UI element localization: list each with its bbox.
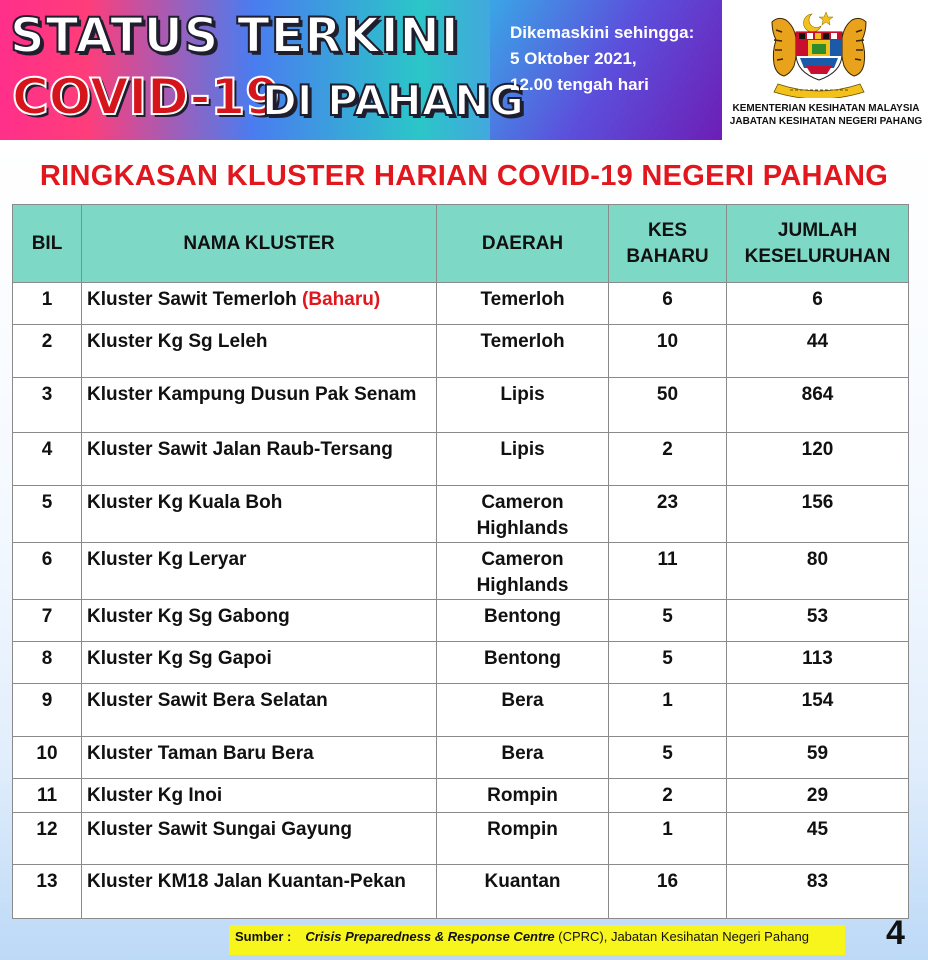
cell-daerah: Temerloh (437, 325, 609, 378)
table-row (13, 543, 909, 600)
cell-jumlah: 120 (727, 433, 909, 486)
cell-nama-kluster (82, 642, 437, 684)
cell-kes-baharu: 50 (609, 378, 727, 433)
source-label: Sumber : (235, 929, 292, 944)
cell-jumlah: 83 (727, 865, 909, 919)
cell-daerah: Temerloh (437, 283, 609, 325)
cell-daerah: Cameron Highlands (437, 486, 609, 543)
cell-daerah: Cameron Highlands (437, 543, 609, 600)
cell-nama-kluster (82, 325, 437, 378)
cluster-name: Kluster Sawit Bera Selatan (87, 690, 328, 711)
cell-kes-baharu: 5 (609, 642, 727, 684)
table-row (13, 283, 909, 325)
cell-nama-kluster (82, 543, 437, 600)
cell-daerah: Bera (437, 737, 609, 779)
cell-bil: 1 (13, 283, 82, 325)
cell-kes-baharu: 1 (609, 813, 727, 865)
table-row (13, 642, 909, 684)
header-jumlah-keseluruhan (727, 205, 909, 283)
header-nama-kluster: NAMA KLUSTER (82, 205, 437, 283)
cluster-name: Kluster Sawit Sungai Gayung (87, 819, 352, 840)
cell-daerah: Rompin (437, 779, 609, 813)
table-row (13, 433, 909, 486)
cell-jumlah: 29 (727, 779, 909, 813)
cell-bil: 7 (13, 600, 82, 642)
cell-nama-kluster (82, 684, 437, 737)
cell-nama-kluster (82, 737, 437, 779)
title-status-terkini: STATUS TERKINI (10, 8, 460, 64)
title-covid: COVID-19 (12, 68, 280, 126)
update-line-3: 12.00 tengah hari (510, 75, 649, 94)
table-row (13, 378, 909, 433)
cell-jumlah: 44 (727, 325, 909, 378)
table-row (13, 486, 909, 543)
cell-kes-baharu: 10 (609, 325, 727, 378)
cell-kes-baharu: 6 (609, 283, 727, 325)
cluster-name: Kluster Kg Sg Leleh (87, 331, 268, 352)
header-kes-line-2: BAHARU (626, 245, 709, 267)
cell-nama-kluster (82, 813, 437, 865)
update-info (510, 20, 720, 98)
header-jumlah-line-1: JUMLAH (777, 219, 858, 241)
cell-bil: 6 (13, 543, 82, 600)
ministry-line-2: JABATAN KESIHATAN NEGERI PAHANG (729, 116, 923, 127)
cell-jumlah: 80 (727, 543, 909, 600)
cell-kes-baharu: 5 (609, 737, 727, 779)
header-bil: BIL (13, 205, 82, 283)
table-row (13, 865, 909, 919)
cell-daerah: Bentong (437, 600, 609, 642)
cell-kes-baharu: 16 (609, 865, 727, 919)
cluster-name: Kluster Kampung Dusun Pak Senam (87, 384, 417, 405)
cluster-name: Kluster Kg Leryar (87, 549, 247, 570)
source-org: Crisis Preparedness & Response Centre (305, 929, 555, 944)
cell-daerah: Kuantan (437, 865, 609, 919)
page-number: 4 (886, 914, 905, 952)
cell-nama-kluster (82, 486, 437, 543)
source-rest: (CPRC), Jabatan Kesihatan Negeri Pahang (554, 929, 809, 944)
update-line-2: 5 Oktober 2021, (510, 49, 637, 68)
cluster-name: Kluster Sawit Temerloh (87, 289, 297, 310)
page-heading: RINGKASAN KLUSTER HARIAN COVID-19 NEGERI PAHANG (39, 160, 889, 192)
cell-jumlah: 53 (727, 600, 909, 642)
cell-bil: 8 (13, 642, 82, 684)
cell-kes-baharu: 23 (609, 486, 727, 543)
table-body (13, 283, 909, 919)
ministry-line-1: KEMENTERIAN KESIHATAN MALAYSIA (732, 103, 920, 114)
table-row (13, 600, 909, 642)
table-row (13, 813, 909, 865)
table-row (13, 684, 909, 737)
header-daerah: DAERAH (437, 205, 609, 283)
cell-daerah: Rompin (437, 813, 609, 865)
cluster-name: Kluster KM18 Jalan Kuantan-Pekan (87, 871, 406, 892)
cell-kes-baharu: 1 (609, 684, 727, 737)
new-cluster-tag: (Baharu) (302, 289, 381, 310)
ministry-label (724, 102, 928, 128)
cell-nama-kluster (82, 865, 437, 919)
cell-kes-baharu: 2 (609, 779, 727, 813)
cluster-name: Kluster Kg Sg Gabong (87, 606, 290, 627)
cell-kes-baharu: 11 (609, 543, 727, 600)
cell-nama-kluster (82, 433, 437, 486)
cluster-name: Kluster Taman Baru Bera (87, 743, 314, 764)
cell-nama-kluster (82, 600, 437, 642)
cell-jumlah: 113 (727, 642, 909, 684)
cell-bil: 10 (13, 737, 82, 779)
header-banner (0, 0, 722, 140)
cluster-name: Kluster Kg Sg Gapoi (87, 648, 272, 669)
cell-nama-kluster (82, 378, 437, 433)
cell-bil: 12 (13, 813, 82, 865)
cluster-table (12, 204, 909, 919)
table-row (13, 737, 909, 779)
cell-jumlah: 154 (727, 684, 909, 737)
title-location: DI PAHANG (262, 76, 524, 125)
table-row (13, 325, 909, 378)
header-jumlah-line-2: KESELURUHAN (744, 245, 891, 267)
cell-bil: 5 (13, 486, 82, 543)
source-note (229, 925, 845, 955)
cell-bil: 3 (13, 378, 82, 433)
cell-daerah: Lipis (437, 378, 609, 433)
cell-bil: 9 (13, 684, 82, 737)
cell-bil: 2 (13, 325, 82, 378)
cell-kes-baharu: 2 (609, 433, 727, 486)
cell-kes-baharu: 5 (609, 600, 727, 642)
header-kes-line-1: KES (647, 219, 688, 241)
malaysia-coat-of-arms-icon (760, 8, 878, 98)
cell-jumlah: 156 (727, 486, 909, 543)
cell-jumlah: 59 (727, 737, 909, 779)
cell-jumlah: 864 (727, 378, 909, 433)
cell-daerah: Bentong (437, 642, 609, 684)
cell-daerah: Bera (437, 684, 609, 737)
cell-jumlah: 6 (727, 283, 909, 325)
cluster-name: Kluster Sawit Jalan Raub-Tersang (87, 439, 393, 460)
cell-nama-kluster (82, 779, 437, 813)
cell-jumlah: 45 (727, 813, 909, 865)
header-kes-baharu (609, 205, 727, 283)
table-row (13, 779, 909, 813)
cell-bil: 13 (13, 865, 82, 919)
cell-daerah: Lipis (437, 433, 609, 486)
table-header-row (13, 205, 909, 283)
cluster-name: Kluster Kg Inoi (87, 785, 223, 806)
cell-bil: 11 (13, 779, 82, 813)
cell-nama-kluster (82, 283, 437, 325)
cluster-name: Kluster Kg Kuala Boh (87, 492, 283, 513)
cluster-table-container (12, 204, 908, 919)
update-line-1: Dikemaskini sehingga: (510, 23, 695, 42)
cell-bil: 4 (13, 433, 82, 486)
